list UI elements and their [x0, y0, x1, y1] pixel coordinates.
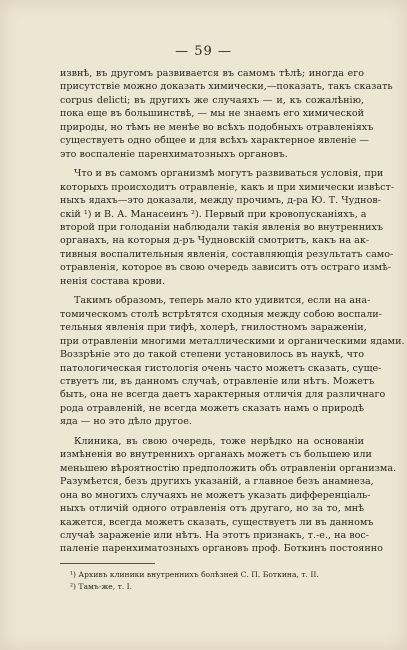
footnote: ¹) Архивъ клиники внутреннихъ болѣзней С. П. Боткина, т. II. — [70, 570, 319, 579]
text-line: патологическая гистологія очень часто можетъ сказать, суще- — [60, 362, 382, 374]
page-number: — 59 — — [175, 44, 232, 59]
footnote: ²) Тамъ-же, т. I. — [70, 582, 133, 591]
text-line: Клиника, въ свою очередь, тоже нерѣдко на основаніи — [74, 435, 364, 447]
text-line: томическомъ столѣ встрѣтятся сходныя между собою воспали- — [60, 308, 382, 320]
text-line: ствуетъ ли, въ данномъ случаѣ, отравленіе или нѣтъ. Можетъ — [60, 375, 375, 387]
text-line: которыхъ происходитъ отравленіе, какъ и при химически извѣст- — [60, 181, 395, 193]
text-line: измѣненія во внутреннихъ органахъ можетъ съ большею или — [60, 449, 372, 461]
text-line: случаѣ зараженіе или нѣтъ. На этотъ признакъ, т.-е., на вос- — [60, 529, 370, 541]
text-line: ныхъ отличій одного отравленія отъ другаго, но за то, мнѣ — [60, 503, 364, 515]
text-line: пока еще въ большинствѣ, — мы не знаемъ его химической — [60, 108, 364, 120]
text-line: меньшею вѣроятностію предположить объ отравленіи организма. — [60, 462, 397, 474]
text-line: быть, она не всегда даетъ характерныя отличія для различнаго — [60, 389, 386, 401]
text-line: рода отравленій, не всегда можетъ сказать намъ о природѣ — [60, 402, 364, 414]
footnote-rule — [60, 563, 155, 564]
text-line: скій ¹) и В. А. Манасеинъ ²). Первый при кровопусканіяхъ, а — [60, 208, 367, 220]
text-line: паленіе паренхиматозныхъ органовъ проф. Боткинъ постоянно — [60, 543, 383, 555]
body-text — [60, 67, 405, 556]
text-line: corpus delicti; въ другихъ же случаяхъ — и, къ сожалѣнію, — [60, 94, 364, 106]
text-line: кажется, всегда можетъ сказать, существуетъ ли въ данномъ — [60, 516, 374, 528]
text-line: ныхъ ядахъ—это доказали, между прочимъ, д-ра Ю. Т. Чуднов- — [60, 195, 381, 207]
text-line: Воззрѣніе это до такой степени установилось въ наукѣ, что — [60, 349, 364, 361]
text-line: тельныя явленія при тифѣ, холерѣ, гнилостномъ зараженіи, — [60, 322, 367, 334]
text-line: присутствіе можно доказать химически,—показать, такъ сказать — [60, 81, 393, 93]
text-line: яда — но это дѣло другое. — [60, 416, 192, 428]
text-line: она во многихъ случаяхъ не можетъ указать дифференціаль- — [60, 489, 371, 501]
text-line: извнѣ, въ другомъ развивается въ самомъ тѣлѣ; иногда его — [60, 68, 364, 79]
text-line: существуетъ одно общее и для всѣхъ характерное явленіе — — [60, 135, 369, 147]
text-line: Разумѣется, безъ другихъ указаній, а главное безъ анамнеза, — [60, 476, 374, 488]
footnotes — [70, 569, 360, 593]
text-line: это воспаленіе паренхиматозныхъ органовъ. — [60, 148, 288, 160]
text-line: тивныя воспалительныя явленія, составляющія результатъ само- — [60, 248, 394, 260]
text-line: ненія состава крови. — [60, 275, 166, 287]
text-line: отравленія, которое въ свою очередь зависитъ отъ остраго измѣ- — [60, 262, 392, 274]
text-line: Что и въ самомъ организмѣ могутъ развиваться условія, при — [74, 168, 384, 180]
text-line: второй при голоданіи наблюдали такія явленія во внутреннихъ — [60, 221, 384, 233]
text-line: Такимъ образомъ, теперь мало кто удивится, если на ана- — [74, 295, 371, 307]
text-line: природы, но тѣмъ не менѣе во всѣхъ подобныхъ отравленіяхъ — [60, 121, 374, 133]
text-line: при отравленіи многими металлическими и органическими ядами. — [60, 335, 405, 347]
text-line: органахъ, на которыя д-ръ Чудновскій смотритъ, какъ на ак- — [60, 235, 370, 247]
